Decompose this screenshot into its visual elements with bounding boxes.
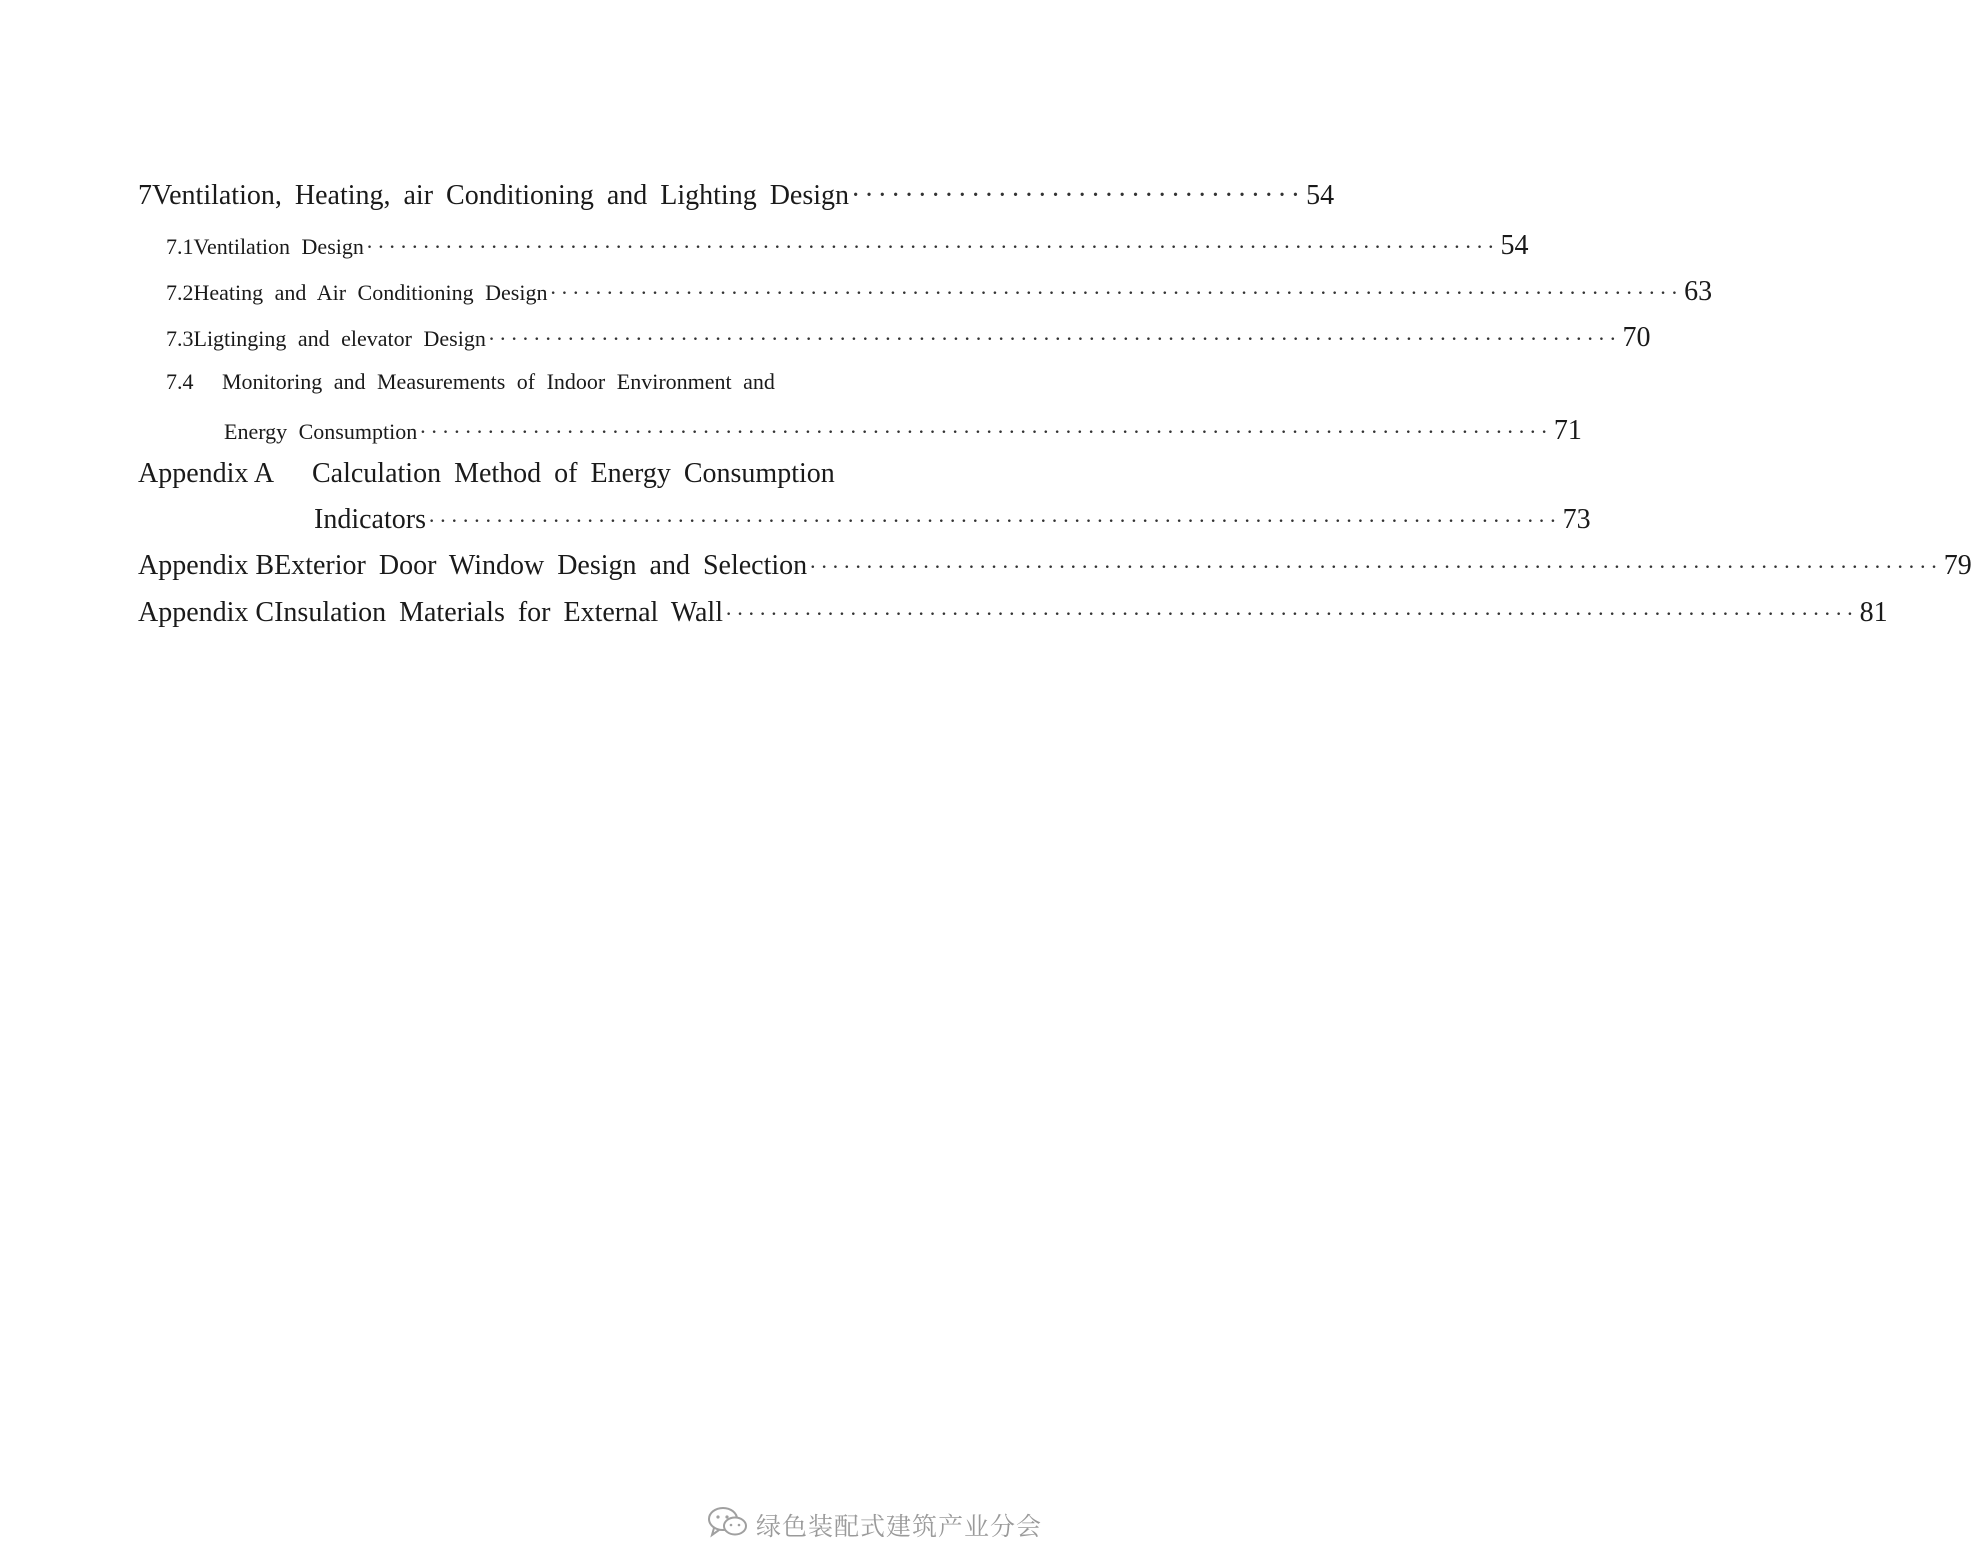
- page-number: 63: [1684, 276, 1713, 307]
- chapter-number: 7: [138, 180, 152, 211]
- section-title: Ventilation Design: [193, 234, 364, 259]
- section-number: 7.1: [166, 234, 194, 259]
- appendix-title: Exterior Door Window Design and Selection: [274, 550, 808, 581]
- page-number: 54: [1306, 180, 1335, 211]
- appendix-title: Calculation Method of Energy Consumption: [312, 458, 835, 489]
- page-number: 81: [1859, 597, 1888, 628]
- dot-leader: ····································································································: [725, 601, 1858, 626]
- toc-entry-appendix-c[interactable]: [138, 597, 1888, 629]
- toc-entry-appendix-b[interactable]: [138, 550, 1972, 582]
- dot-leader: ····································································································: [427, 508, 1561, 533]
- chapter-title: Ventilation, Heating, air Conditioning and Lighting Design: [152, 180, 850, 211]
- watermark-text: 绿色装配式建筑产业分会: [756, 1512, 1043, 1541]
- toc-entry-7-1[interactable]: [166, 230, 1529, 262]
- dot-leader: ··································: [851, 180, 1305, 211]
- section-number: 7.2: [166, 280, 194, 305]
- section-title-continued: Energy Consumption: [224, 419, 418, 444]
- page-number: 54: [1500, 230, 1529, 261]
- dot-leader: ····································································································: [487, 326, 1621, 351]
- toc-entry-7-4-continued[interactable]: [224, 415, 1582, 447]
- page-number: 71: [1553, 415, 1582, 446]
- section-number: 7.4: [166, 369, 194, 394]
- dot-leader: ····································································································: [365, 234, 1499, 259]
- appendix-title: Insulation Materials for External Wall: [274, 597, 723, 628]
- watermark: [706, 1505, 1042, 1545]
- page-number: 73: [1562, 504, 1591, 535]
- appendix-label: Appendix C: [138, 597, 275, 628]
- appendix-label: Appendix B: [138, 550, 275, 581]
- section-title: Heating and Air Conditioning Design: [193, 280, 548, 305]
- section-title: Ligtinging and elevator Design: [193, 326, 486, 351]
- toc-entry-appendix-a[interactable]: [138, 458, 940, 490]
- dot-leader: ····································································································: [419, 419, 1552, 444]
- toc-entry-7-4[interactable]: [166, 369, 940, 395]
- dot-leader: ····································································································: [549, 280, 1683, 305]
- page-number: 79: [1943, 550, 1972, 581]
- toc-entry-chapter-7[interactable]: [138, 180, 1335, 212]
- appendix-label: Appendix A: [138, 458, 275, 489]
- page-number: 70: [1622, 322, 1651, 353]
- wechat-icon: [706, 1505, 750, 1545]
- toc-entry-7-3[interactable]: [166, 322, 1651, 354]
- section-number: 7.3: [166, 326, 194, 351]
- dot-leader: ····································································································: [809, 554, 1942, 579]
- appendix-title-continued: Indicators: [314, 504, 426, 535]
- section-title: Monitoring and Measurements of Indoor Environment and: [222, 369, 775, 394]
- toc-entry-appendix-a-continued[interactable]: [314, 504, 1591, 536]
- toc-entry-7-2[interactable]: [166, 276, 1713, 308]
